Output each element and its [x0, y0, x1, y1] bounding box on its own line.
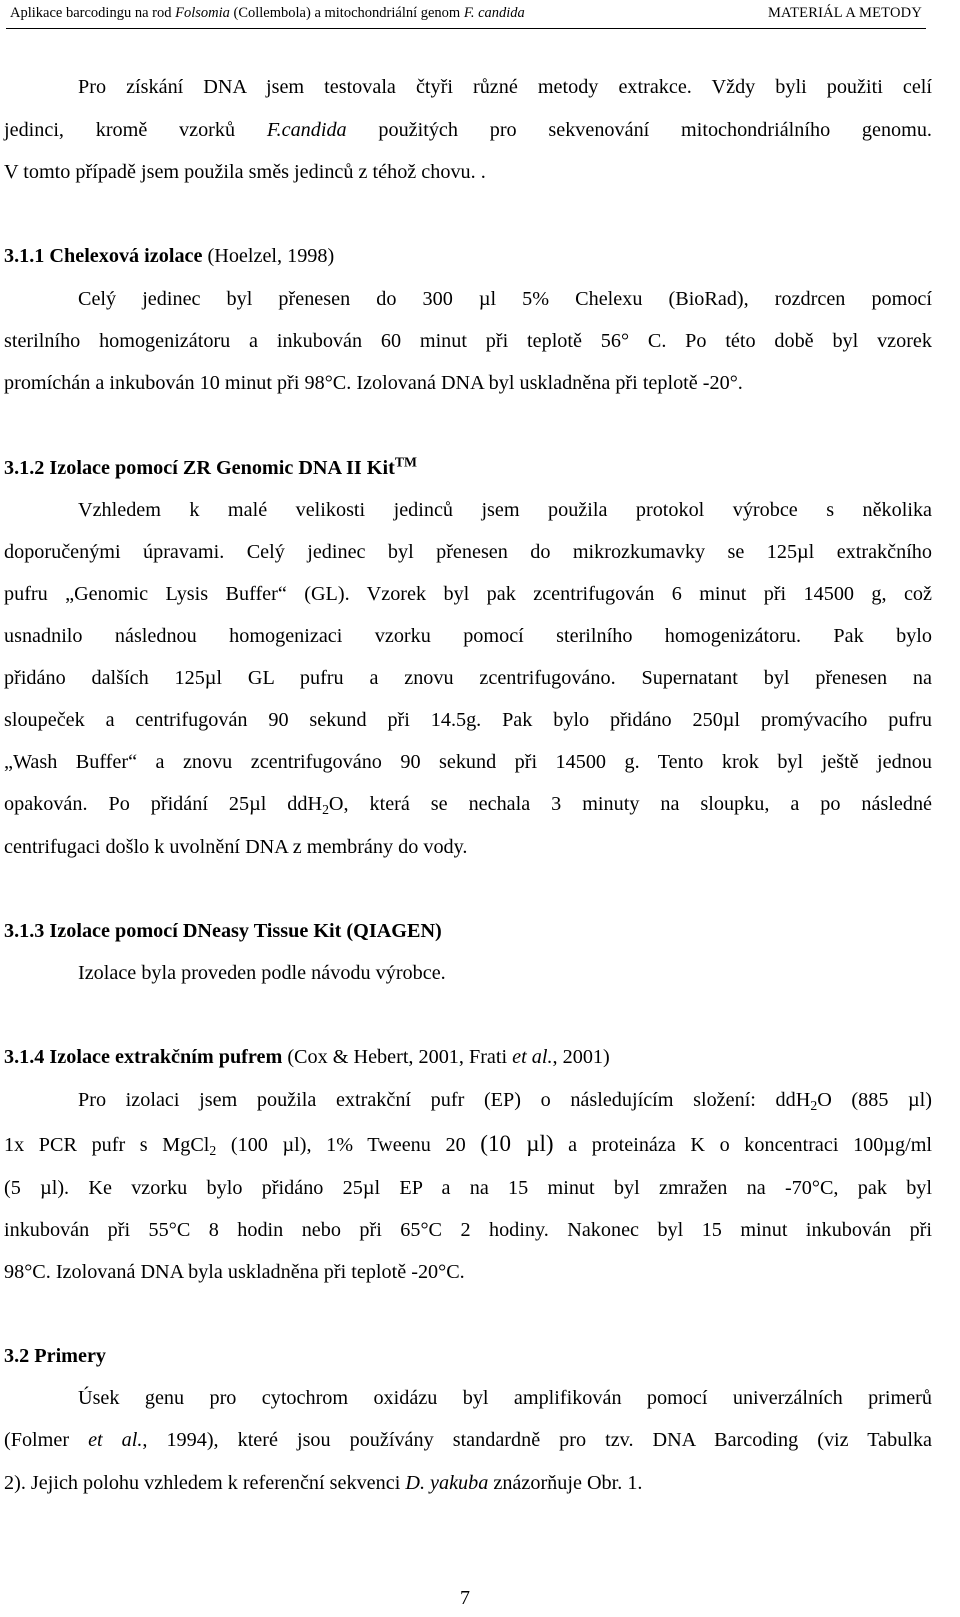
s312-line-3: pufru „Genomic Lysis Buffer“ (GL). Vzorek byl pak zcentrifugován 6 minut při 14500 g, což [4, 583, 932, 605]
s32-line-2: (Folmer et al., 1994), které jsou používány standardně pro tzv. DNA Barcoding (viz Tabulka [4, 1429, 932, 1451]
s312-line-6: sloupeček a centrifugován 90 sekund při 14.5g. Pak bylo přidáno 250µl promývacího pufru [4, 709, 932, 731]
s314-line-5: 98°C. Izolovaná DNA byla uskladněna při teplotě -20°C. [4, 1261, 465, 1283]
s311-line-2: sterilního homogenizátoru a inkubován 60 minut při teplotě 56° C. Po této době byl vzorek [4, 330, 932, 352]
header-section: MATERIÁL A METODY [767, 4, 922, 21]
s312-line-5: přidáno dalších 125µl GL pufru a znovu zcentrifugováno. Supernatant byl přenesen na [4, 667, 932, 689]
s32-line-1: Úsek genu pro cytochrom oxidázu byl amplifikován pomocí univerzálních primerů [78, 1387, 932, 1409]
running-header [10, 0, 922, 26]
intro-line-2: jedinci, kromě vzorků F.candida použitých pro sekvenování mitochondriálního genomu. [4, 119, 932, 141]
s313-line-1: Izolace byla proveden podle návodu výrobce. [78, 962, 446, 984]
s314-line-1: Pro izolaci jsem použila extrakční pufr (EP) o následujícím složení: ddH$_2$O (885 µl) [78, 1089, 933, 1114]
s312-line-9: centrifugaci došlo k uvolnění DNA z membrány do vody. [4, 836, 468, 858]
header-rule [6, 28, 926, 29]
s311-line-1: Celý jedinec byl přenesen do 300 µl 5% Chelexu (BioRad), rozdrcen pomocí [78, 288, 932, 310]
s312-line-2: doporučenými úpravami. Celý jedinec byl přenesen do mikrozkumavky se 125µl extrakčního [4, 541, 932, 563]
page-number: 7 [460, 1587, 470, 1609]
s312-line-4: usnadnilo následnou homogenizaci vzorku pomocí sterilního homogenizátoru. Pak bylo [4, 625, 932, 647]
s314-line-3: (5 µl). Ke vzorku bylo přidáno 25µl EP a na 15 minut byl zmražen na -70°C, pak byl [4, 1177, 932, 1199]
s314-line-2: 1x PCR pufr s MgCl$_2$ (100 µl), 1% Tweenu 20 (10 µl) a proteináza K o koncentraci 100µg/ml [4, 1131, 933, 1159]
s312-line-8: opakován. Po přidání 25µl ddH$_2$O, která se nechala 3 minuty na sloupku, a po následné [4, 793, 933, 818]
s314-line-4: inkubován při 55°C 8 hodin nebo při 65°C 2 hodiny. Nakonec byl 15 minut inkubován při [4, 1219, 932, 1241]
section-3-1-4-heading: 3.1.4 Izolace extrakčním pufrem (Cox & Hebert, 2001, Frati et al., 2001) [4, 1046, 610, 1068]
header-title: Aplikace barcodingu na rod Folsomia (Collembola) a mitochondriální genom F. candida [10, 4, 525, 21]
section-3-2-heading: 3.2 Primery [4, 1345, 107, 1367]
intro-line-3: V tomto případě jsem použila směs jedinců z téhož chovu. . [4, 161, 486, 183]
s32-line-3: 2). Jejich polohu vzhledem k referenční sekvenci D. yakuba znázorňuje Obr. 1. [4, 1472, 643, 1494]
section-3-1-3-heading: 3.1.3 Izolace pomocí DNeasy Tissue Kit (QIAGEN) [4, 920, 442, 942]
section-3-1-2-heading: 3.1.2 Izolace pomocí ZR Genomic DNA II Kit™ [4, 454, 417, 479]
trademark-mark: TM [394, 454, 417, 470]
s312-line-7: „Wash Buffer“ a znovu zcentrifugováno 90 sekund při 14500 g. Tento krok byl ještě jednou [4, 751, 932, 773]
intro-line-1: Pro získání DNA jsem testovala čtyři různé metody extrakce. Vždy byli použiti celí [78, 76, 932, 98]
s311-line-3: promíchán a inkubován 10 minut při 98°C. Izolovaná DNA byl uskladněna při teplotě -20°. [4, 372, 743, 394]
section-3-1-1-heading: 3.1.1 Chelexová izolace (Hoelzel, 1998) [4, 245, 335, 267]
s312-line-1: Vzhledem k malé velikosti jedinců jsem použila protokol výrobce s několika [78, 499, 932, 521]
